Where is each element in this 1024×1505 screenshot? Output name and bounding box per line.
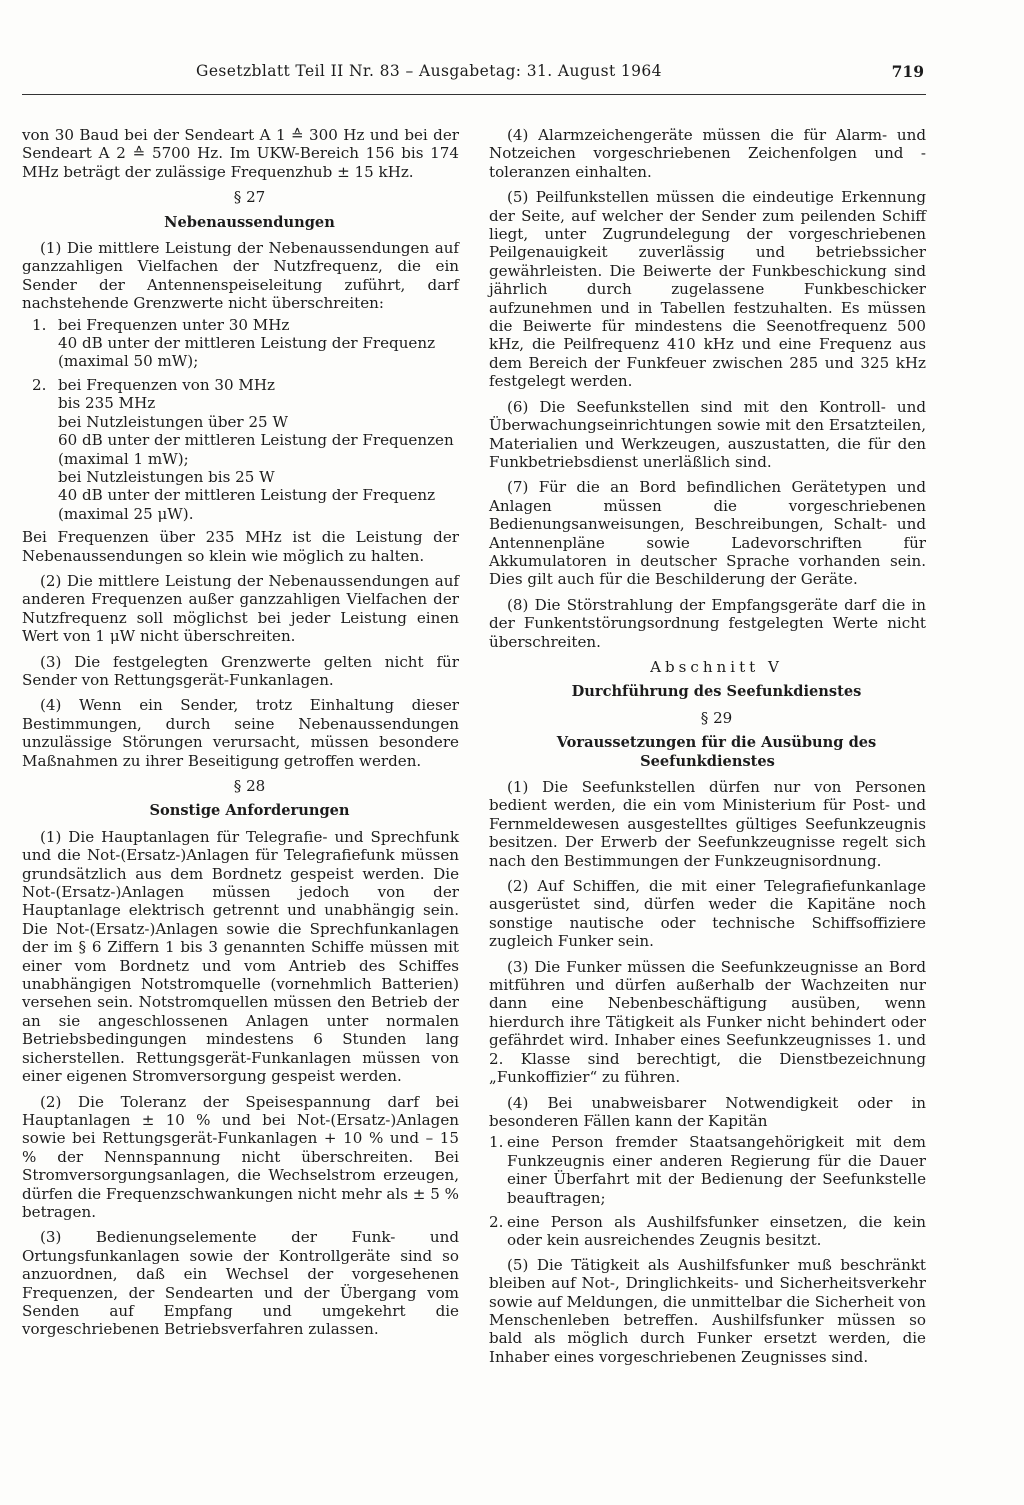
list-item xyxy=(489,1213,926,1250)
list-line: 40 dB unter der mittleren Leistung der Frequenz xyxy=(58,486,436,505)
section-title: Voraussetzungen für die Ausübung des Seefunkdienstes xyxy=(556,734,877,770)
chapter-label: Abschnitt V xyxy=(650,657,783,676)
paragraph: (2) Die mittlere Leistung der Nebenaussendungen auf anderen Frequenzen außer ganzzahligen Vielfachen der Nutzfrequenz soll möglichst bei jeder Leistung einen Wert von 1 μW nicht überschreiten. xyxy=(22,571,459,646)
paragraph: (3) Die Funker müssen die Seefunkzeugnisse an Bord mitführen und dürfen außerhalb der Wachzeiten nur dann eine Nebenbeschäftigung ausüben, wenn hierdurch ihre Tätigkeit als Funker nicht behindert oder gefährdet wird. Inhaber eines Seefunkzeugnisses 1. und 2. Klasse sind berechtigt, die Dienstbezeichnung „Funkoffizier“ zu führen. xyxy=(489,957,926,1087)
right-column xyxy=(489,126,926,1373)
header-rule xyxy=(22,94,926,95)
paragraph: (4) Alarmzeichengeräte müssen die für Alarm- und Notzeichen vorgeschriebenen Zeichenfolgen und -toleranzen einhalten. xyxy=(489,126,926,181)
list-line: (maximal 25 μW). xyxy=(58,504,194,523)
section-title: Nebenaussendungen xyxy=(164,213,335,231)
list-number: 2. xyxy=(489,1212,504,1231)
list-line: bis 235 MHz xyxy=(58,394,156,413)
list-line: bei Frequenzen unter 30 MHz xyxy=(58,315,290,334)
section-number: § 28 xyxy=(233,777,266,795)
paragraph: (5) Die Tätigkeit als Aushilfsfunker muß beschränkt bleiben auf Not-, Dringlichkeits- und Sicherheitsverkehr sowie auf Meldungen, die unmittelbar die Sicherheit von Menschenleben betreffen. Aushilfsfunker müssen so bald als möglich durch Funker ersetzt werden, die Inhaber eines vorgeschriebenen Zeugnisses sind. xyxy=(489,1255,926,1366)
list-number: 2. xyxy=(32,375,47,394)
list-text: eine Person als Aushilfsfunker einsetzen, die kein oder kein ausreichendes Zeugnis besitzt. xyxy=(507,1212,926,1250)
paragraph: (3) Bedienungselemente der Funk- und Ortungsfunkanlagen sowie der Kontrollgeräte sind so anzuordnen, daß ein Wechsel der vorgesehenen Frequenzen, der Sendearten und der Übergang vom Senden auf Empfang und umgekehrt die vorgeschriebenen Betriebsverfahren zulassen. xyxy=(22,1228,459,1339)
list-item xyxy=(489,1133,926,1207)
paragraph: (4) Wenn ein Sender, trotz Einhaltung dieser Bestimmungen, durch seine Nebenaussendungen unzulässige Störungen verursacht, müssen besondere Maßnahmen zu ihrer Beseitigung getroffen werden. xyxy=(22,696,459,770)
numbered-list xyxy=(489,1133,926,1249)
list-line: (maximal 50 mW); xyxy=(58,352,199,371)
list-line: 60 dB unter der mittleren Leistung der Frequenzen xyxy=(58,431,454,450)
left-column xyxy=(22,126,459,1346)
list-line: bei Nutzleistungen bis 25 W xyxy=(58,467,275,486)
paragraph: (2) Die Toleranz der Speisespannung darf bei Hauptanlagen ± 10 % und bei Not-(Ersatz-)Anlagen sowie bei Rettungsgerät-Funkanlagen + 10 % und – 15 % der Nennspannung nicht überschreiten. Bei Stromversorgungsanlagen, die Wechselstrom erzeugen, dürfen die Frequenzschwankungen nicht mehr als ± 5 % betragen. xyxy=(22,1092,459,1221)
section-number: § 27 xyxy=(233,188,266,207)
list-line: bei Frequenzen von 30 MHz xyxy=(58,375,275,394)
list-line: (maximal 1 mW); xyxy=(58,449,189,468)
list-item xyxy=(22,376,459,523)
paragraph: (3) Die festgelegten Grenzwerte gelten nicht für Sender von Rettungsgerät-Funkanlagen. xyxy=(22,652,459,689)
paragraph: (6) Die Seefunkstellen sind mit den Kontroll- und Überwachungseinrichtungen sowie mit den Ersatzteilen, Materialien und Werkzeugen, auszustatten, die für den Funkbetriebsdienst unerläßlich sind. xyxy=(489,397,926,471)
list-number: 1. xyxy=(489,1133,504,1152)
paragraph: Bei Frequenzen über 235 MHz ist die Leistung der Nebenaussendungen so klein wie möglich zu halten. xyxy=(22,528,459,565)
list-text: eine Person fremder Staatsangehörigkeit mit dem Funkzeugnis einer anderen Regierung für die Dauer einer Überfahrt mit der Bedienung der Seefunkstelle beauftragen; xyxy=(507,1133,926,1207)
list-line: bei Nutzleistungen über 25 W xyxy=(58,412,288,431)
chapter-title: Durchführung des Seefunkdienstes xyxy=(571,683,862,701)
paragraph: von 30 Baud bei der Sendeart A 1 ≙ 300 Hz und bei der Sendeart A 2 ≙ 5700 Hz. Im UKW-Bereich 156 bis 174 MHz beträgt der zulässige Frequenzhub ± 15 kHz. xyxy=(22,126,459,181)
paragraph: (8) Die Störstrahlung der Empfangsgeräte darf die in der Funkentstörungsordnung festgelegten Werte nicht überschreiten. xyxy=(489,595,926,651)
paragraph: (7) Für die an Bord befindlichen Gerätetypen und Anlagen müssen die vorgeschriebenen Bedienungsanweisungen, Beschreibungen, Schalt- und Antennenpläne sowie Ladevorschriften für Akkumulatoren in deutscher Sprache vorhanden sein. Dies gilt auch für die Beschilderung der Geräte. xyxy=(489,478,926,589)
paragraph: (1) Die Seefunkstellen dürfen nur von Personen bedient werden, die ein vom Ministerium für Post- und Fernmeldewesen ausgestelltes gültiges Seefunkzeugnis besitzen. Der Erwerb der Seefunkzeugnisse regelt sich nach den Bestimmungen der Funkzeugnisordnung. xyxy=(489,778,926,870)
page-header xyxy=(22,62,926,98)
list-line: 40 dB unter der mittleren Leistung der Frequenz xyxy=(58,334,436,353)
paragraph: (4) Bei unabweisbarer Notwendigkeit oder in besonderen Fällen kann der Kapitän xyxy=(489,1093,926,1130)
page-number: 719 xyxy=(891,62,924,81)
paragraph: (5) Peilfunkstellen müssen die eindeutige Erkennung der Seite, auf welcher der Sender zum peilenden Schiff liegt, unter Zugrundelegung der vorgeschriebenen Peilgenauigkeit zuverlässig und betriebssicher gewährleisten. Die Beiwerte der Funkbeschickung sind jährlich durch zugelassene Funkbeschicker aufzunehmen und in Tabellen festzuhalten. Es müssen die Beiwerte für mindestens die Seenotfrequenz 500 kHz, die Peilfrequenz 410 kHz und eine Frequenz aus dem Bereich der Funkfeuer zwischen 285 und 325 kHz festgelegt werden. xyxy=(489,188,926,391)
paragraph: (2) Auf Schiffen, die mit einer Telegrafiefunkanlage ausgerüstet sind, dürfen weder die Kapitäne noch sonstige nautische oder technische Schiffsoffiziere zugleich Funker sein. xyxy=(489,877,926,951)
section-number: § 29 xyxy=(700,708,733,727)
section-title: Sonstige Anforderungen xyxy=(149,802,350,820)
list-item xyxy=(22,316,459,371)
header-title: Gesetzblatt Teil II Nr. 83 – Ausgabetag: 31. August 1964 xyxy=(196,62,662,80)
list-number: 1. xyxy=(32,315,47,334)
paragraph: (1) Die mittlere Leistung der Nebenaussendungen auf ganzzahligen Vielfachen der Nutzfrequenz, die ein Sender der Antennenspeiseleitung zuführt, darf nachstehende Grenzwerte nicht überschreiten: xyxy=(22,239,459,313)
paragraph: (1) Die Hauptanlagen für Telegrafie- und Sprechfunk und die Not-(Ersatz-)Anlagen für Telegrafiefunk müssen grundsätzlich aus dem Bordnetz gespeist werden. Die Not-(Ersatz-)Anlagen müssen jedoch von der Hauptanlage elektrisch getrennt und unabhängig sein. Die Not-(Ersatz-)Anlagen sowie die Sprechfunkanlagen der im § 6 Ziffern 1 bis 3 genannten Schiffe müssen mit einer vom Bordnetz und vom Antrieb des Schiffes unabhängigen Notstromquelle (vornehmlich Batterien) versehen sein. Notstromquellen müssen den Betrieb der an sie angeschlossenen Anlagen unter normalen Betriebsbedingungen mindestens 6 Stunden lang sicherstellen. Rettungsgerät-Funkanlagen müssen von einer eigenen Stromversorgung gespeist werden. xyxy=(22,827,459,1086)
